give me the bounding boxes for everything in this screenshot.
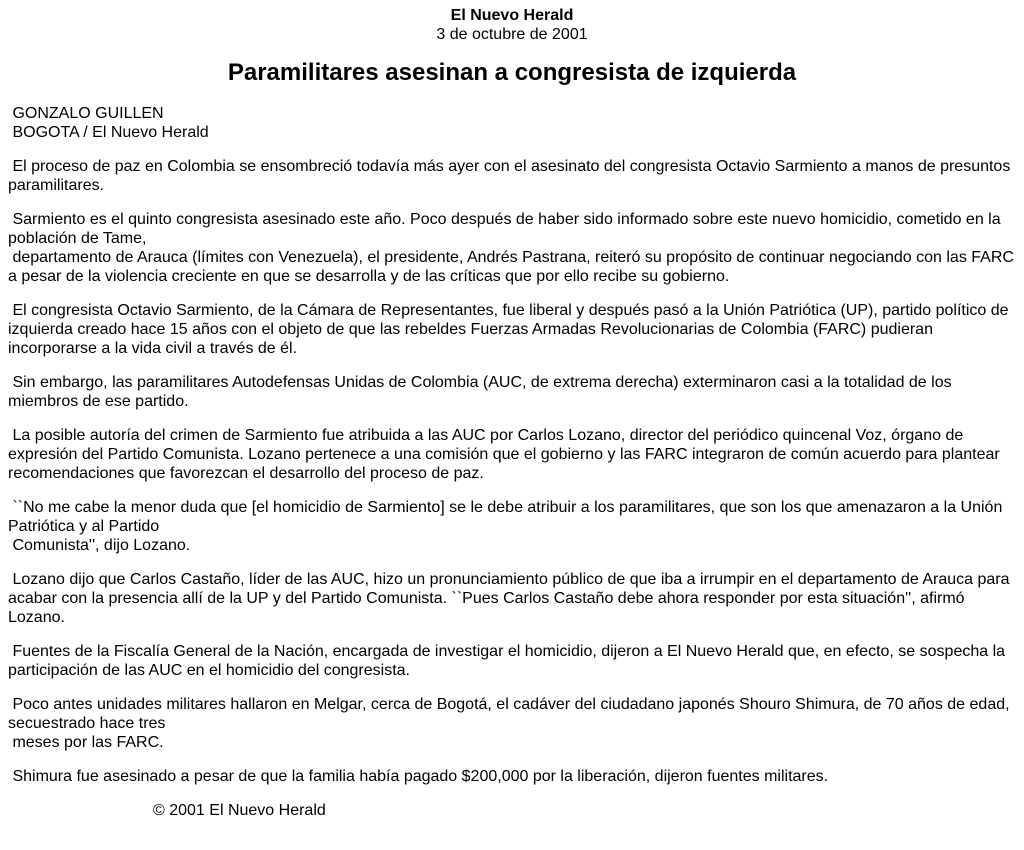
article-body bbox=[8, 157, 1019, 786]
dateline: BOGOTA / El Nuevo Herald bbox=[8, 124, 209, 141]
paragraph-line: Comunista'', dijo Lozano. bbox=[8, 537, 191, 554]
article-paragraph bbox=[8, 210, 1019, 286]
paragraph-line: Shimura fue asesinado a pesar de que la familia había pagado $200,000 por la liberación, dijeron fuentes militares. bbox=[8, 768, 829, 785]
article-paragraph bbox=[8, 301, 1016, 358]
paragraph-line: Sarmiento es el quinto congresista asesinado este año. Poco después de haber sido informado sobre este nuevo homicidio, cometido en la población de Tame, bbox=[8, 211, 1006, 247]
article-paragraph bbox=[8, 695, 1016, 752]
article-paragraph bbox=[8, 157, 1016, 195]
headline: Paramilitares asesinan a congresista de izquierda bbox=[227, 59, 797, 86]
article-paragraph bbox=[8, 498, 1016, 555]
paragraph-line: departamento de Arauca (límites con Venezuela), el presidente, Andrés Pastrana, reiteró su propósito de continuar negociando con las FARC a pesar de la violencia creciente en que se desarrolla y de las críticas que por ello recibe su gobierno. bbox=[8, 249, 1019, 285]
article-paragraph bbox=[8, 570, 1016, 627]
article-paragraph bbox=[8, 373, 1016, 411]
paragraph-line: El proceso de paz en Colombia se ensombreció todavía más ayer con el asesinato del congresista Octavio Sarmiento a manos de presuntos paramilitares. bbox=[8, 158, 1015, 194]
byline bbox=[8, 104, 1016, 142]
author: GONZALO GUILLEN bbox=[8, 105, 164, 122]
paragraph-line: Fuentes de la Fiscalía General de la Nación, encargada de investigar el homicidio, dijeron a El Nuevo Herald que, en efecto, se sospecha la participación de las AUC en el homicidio del congresista. bbox=[8, 643, 1010, 679]
newspaper-name: El Nuevo Herald bbox=[450, 7, 574, 24]
paragraph-line: ``No me cabe la menor duda que [el homicidio de Sarmiento] se le debe atribuir a los paramilitares, que son los que amenazaron a la Unión Patriótica y al Partido bbox=[8, 499, 1007, 535]
publication-date: 3 de octubre de 2001 bbox=[436, 26, 588, 43]
paragraph-line: Poco antes unidades militares hallaron en Melgar, cerca de Bogotá, el cadáver del ciudadano japonés Shouro Shimura, de 70 años de edad, secuestrado hace tres bbox=[8, 696, 1015, 732]
paragraph-line: Sin embargo, las paramilitares Autodefensas Unidas de Colombia (AUC, de extrema derecha) exterminaron casi a la totalidad de los miembros de ese partido. bbox=[8, 374, 957, 410]
paragraph-line: La posible autoría del crimen de Sarmiento fue atribuida a las AUC por Carlos Lozano, director del periódico quincenal Voz, órgano de expresión del Partido Comunista. Lozano pertenece a una comisión que el gobierno y las FARC integraron de común acuerdo para plantear recomendaciones que favorezcan el desarrollo del proceso de paz. bbox=[8, 427, 1005, 482]
paragraph-line: El congresista Octavio Sarmiento, de la Cámara de Representantes, fue liberal y después pasó a la Unión Patriótica (UP), partido político de izquierda creado hace 15 años con el objeto de que las rebeldes Fuerzas Armadas Revolucionarias de Colombia (FARC) pudieran incorporarse a la vida civil a través de él. bbox=[8, 302, 1013, 357]
paragraph-line: Lozano dijo que Carlos Castaño, líder de las AUC, hizo un pronunciamiento público de que iba a irrumpir en el departamento de Arauca para acabar con la presencia allí de la UP y del Partido Comunista. ``Pues Carlos Castaño debe ahora responder por esta situación'', afirmó Lozano. bbox=[8, 571, 1014, 626]
article-paragraph bbox=[8, 767, 1016, 786]
paragraph-line: meses por las FARC. bbox=[8, 734, 164, 751]
article-paragraph bbox=[8, 426, 1016, 483]
copyright: © 2001 El Nuevo Herald bbox=[153, 802, 326, 819]
article-paragraph bbox=[8, 642, 1016, 680]
